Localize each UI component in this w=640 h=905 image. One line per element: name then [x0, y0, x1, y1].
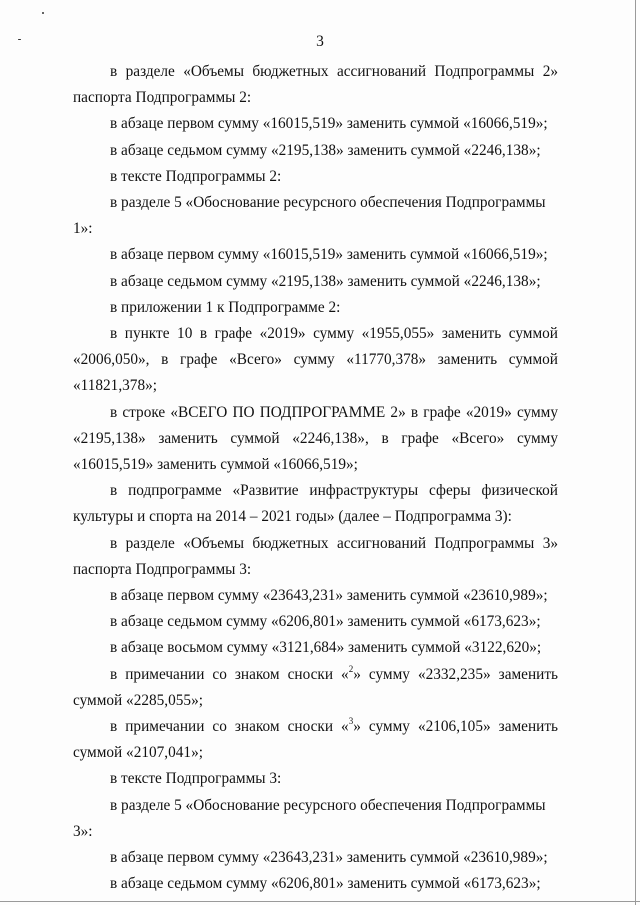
paragraph: в разделе «Объемы бюджетных ассигнований Подпрограммы 2» паспорта Подпрограммы 2:	[73, 63, 558, 107]
paragraph: в абзаце седьмом сумму «6206,801» заменить суммой «6173,623»;	[110, 613, 541, 631]
paragraph: в абзаце седьмом сумму «2195,138» заменить суммой «2246,138»;	[110, 272, 541, 290]
footnote-mark: 2	[348, 663, 354, 674]
paragraph: в подпрограмме «Развитие инфраструктуры сферы физической культуры и спорта на 2014 – 2021 годы» (далее – Подпрограмма 3):	[73, 482, 558, 526]
scan-speck	[42, 12, 44, 14]
paragraph-footnote-3	[73, 714, 558, 766]
paragraph-text: » сумму «2106,105» заменить суммой «2107,041»;	[73, 718, 558, 762]
paragraph: в абзаце первом сумму «16015,519» заменить суммой «16066,519»;	[110, 246, 548, 264]
footnote-mark: 3	[348, 715, 354, 726]
paragraph-text: » сумму «2332,235» заменить суммой «2285,055»;	[73, 665, 558, 709]
paragraph: в разделе «Объемы бюджетных ассигнований Подпрограммы 3» паспорта Подпрограммы 3:	[73, 534, 558, 578]
paragraph: в абзаце восьмом сумму «3121,684» заменить суммой «3122,620»;	[110, 639, 542, 657]
scan-edge-bottom	[0, 901, 640, 902]
paragraph: в абзаце первом сумму «23643,231» заменить суммой «23610,989»;	[110, 849, 548, 867]
paragraph-footnote-2	[73, 662, 558, 714]
paragraph: в абзаце первом сумму «16015,519» заменить суммой «16066,519»;	[110, 115, 548, 133]
document-body	[73, 59, 558, 898]
paragraph: в абзаце первом сумму «23643,231» заменить суммой «23610,989»;	[110, 587, 548, 605]
paragraph: в тексте Подпрограммы 2:	[110, 167, 282, 185]
page-number: 3	[316, 33, 324, 50]
paragraph: в разделе 5 «Обоснование ресурсного обеспечения Подпрограммы 3»:	[73, 796, 546, 840]
paragraph: в приложении 1 к Подпрограмме 2:	[110, 298, 341, 316]
paragraph: в строке «ВСЕГО ПО ПОДПРОГРАММЕ 2» в графе «2019» сумму «2195,138» заменить суммой «2246,138», в графе «Всего» сумму «16015,519» заменить суммой «16066,519»;	[73, 403, 558, 474]
paragraph: в тексте Подпрограммы 3:	[110, 770, 282, 788]
paragraph-text: в примечании со знаком сноски «	[110, 718, 349, 736]
paragraph: в разделе 5 «Обоснование ресурсного обеспечения Подпрограммы 1»:	[73, 194, 546, 238]
scan-edge-right	[635, 0, 636, 905]
paragraph: в пункте 10 в графе «2019» сумму «1955,055» заменить суммой «2006,050», в графе «Всего» сумму «11770,378» заменить суммой «11821,378»;	[73, 325, 558, 395]
paragraph: в абзаце седьмом сумму «6206,801» заменить суммой «6173,623»;	[110, 875, 541, 893]
paragraph-text: в примечании со знаком сноски «	[110, 665, 349, 683]
paragraph: в абзаце седьмом сумму «2195,138» заменить суммой «2246,138»;	[110, 141, 541, 159]
